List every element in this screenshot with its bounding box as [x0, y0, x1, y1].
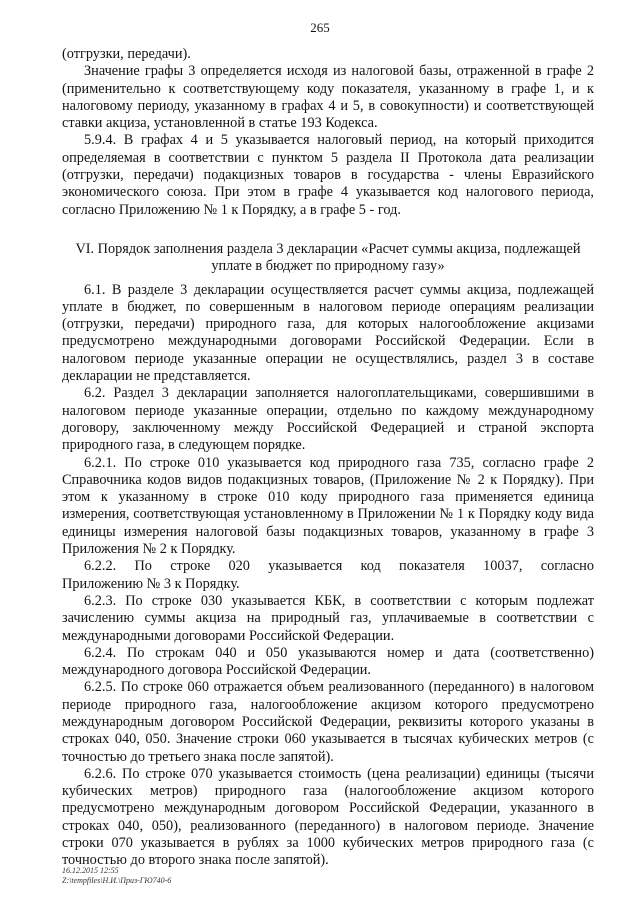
text-line: зачислению суммы акциза на природный газ, уплачиваемые в соответствии с	[62, 610, 594, 627]
text-line: единицы измерения налоговой базы подакцизных товаров, указанному в графе 3	[62, 523, 594, 540]
text-line: Справочника кодов видов подакцизных товаров, (Приложение № 2 к Порядку). При	[62, 471, 594, 488]
text-line: 5.9.4. В графах 4 и 5 указывается налоговый период, на который приходится	[84, 132, 594, 149]
text-line: 6.1. В разделе 3 декларации осуществляется расчет суммы акциза, подлежащей	[84, 281, 594, 298]
text-line: Значение графы 3 определяется исходя из налоговой базы, отраженной в графе 2	[84, 63, 594, 80]
text-line: 6.2.5. По строке 060 отражается объем реализованного (переданного) в налоговом	[84, 679, 594, 696]
text-line: этом к указанному в строке 010 коду природного газа применяется единица	[62, 489, 594, 506]
section-heading: VI. Порядок заполнения раздела 3 декларации «Расчет суммы акциза, подлежащей	[75, 240, 581, 257]
section-heading: уплате в бюджет по природному газу»	[211, 258, 445, 275]
text-line: предусмотрено международным договором Российской Федерации, указанного в	[62, 800, 594, 817]
text-line: (отгрузки, передачи) природного газа, для которых налогообложение акцизами	[62, 316, 594, 333]
text-line: Приложения № 2 к Порядку.	[62, 541, 236, 558]
page-number: 265	[310, 20, 330, 35]
text-line: уплате в бюджет, по совершенным в налоговом периоде операциям реализации	[62, 298, 594, 315]
text-line: (отгрузки, передачи).	[62, 46, 191, 62]
text-line: экономического союза. При этом в графе 4 указывается код налогового периода,	[62, 184, 594, 201]
text-line: периоде природного газа, налогообложение акцизом которого предусмотрено	[62, 696, 594, 713]
text-line: налоговом периоде указанные операции, отдельно по каждому международному	[62, 402, 594, 419]
text-line: природного газа, в следующем порядке.	[62, 437, 306, 454]
text-line: строках 040, 050. Значение строки 060 указывается в тысячах кубических метров (с	[62, 731, 594, 748]
text-line: определяемая в соответствии с пунктом 5 раздела II Протокола дата реализации	[62, 149, 594, 166]
text-line: согласно Приложению № 1 к Порядку, а в графе 5 - год.	[62, 201, 401, 218]
text-line: 6.2.6. По строке 070 указывается стоимость (цена реализации) единицы (тысячи	[84, 765, 594, 782]
footer-date: 16.12.2015 12:55	[62, 866, 119, 875]
document-body	[62, 46, 594, 870]
footer-stamp	[62, 866, 171, 885]
text-line: точностью до третьего знака после запятой).	[62, 748, 334, 765]
text-line: 6.2.1. По строке 010 указывается код природного газа 735, согласно графе 2	[84, 454, 594, 471]
text-line: кубических метров) природного газа (налогообложение акцизом которого	[62, 783, 594, 800]
text-line: декларации не представляется.	[62, 368, 251, 385]
text-line: Приложению № 3 к Порядку.	[62, 575, 240, 592]
text-line: договору, заключенному между Российской Федерацией и страной экспорта	[62, 419, 594, 436]
text-line: 6.2.3. По строке 030 указывается КБК, в соответствии с которым подлежат	[84, 592, 594, 609]
text-line: строки 070 указывается в рублях за 1000 кубических метров природного газа (с	[62, 835, 594, 852]
text-line: измерения, соответствующая установленному в Приложении № 1 к Порядку коду вида	[62, 506, 594, 523]
text-line: точностью до второго знака после запятой).	[62, 852, 329, 869]
text-line: предусмотрено международными договорами Российской Федерации. Если в	[62, 333, 594, 350]
text-line: налоговому периоду, указанному в графах 4 и 5, в совокупности) и соответствующей	[62, 97, 594, 114]
footer-path: Z:\tempfiles\Н.И.\Приз-ГЮ740-6	[62, 875, 172, 885]
text-line: ставки акциза, установленной в статье 193 Кодекса.	[62, 115, 378, 132]
text-line: налоговом периоде указанные операции не осуществлялись, раздел 3 в составе	[62, 350, 594, 367]
text-line: международными договорами Российской Федерации.	[62, 627, 395, 644]
text-line: (применительно к соответствующему коду показателя, указанному в графе 1, и к	[62, 80, 594, 97]
text-line: международным договором Российской Федерации, реквизиты которого указаны в	[62, 713, 594, 730]
text-line: 6.2.2. По строке 020 указывается код показателя 10037, согласно	[84, 558, 594, 575]
text-line: 6.2.4. По строкам 040 и 050 указываются номер и дата (соответственно)	[84, 644, 594, 661]
text-line: (отгрузки, передачи) подакцизных товаров в государства - члены Евразийского	[62, 167, 594, 184]
text-line: строках 040, 050), реализованного (переданного) в налоговом периоде. Значение	[62, 817, 594, 834]
text-line: международного договора Российской Федерации.	[62, 662, 371, 679]
text-line: 6.2. Раздел 3 декларации заполняется налогоплательщиками, совершившими в	[84, 385, 594, 402]
